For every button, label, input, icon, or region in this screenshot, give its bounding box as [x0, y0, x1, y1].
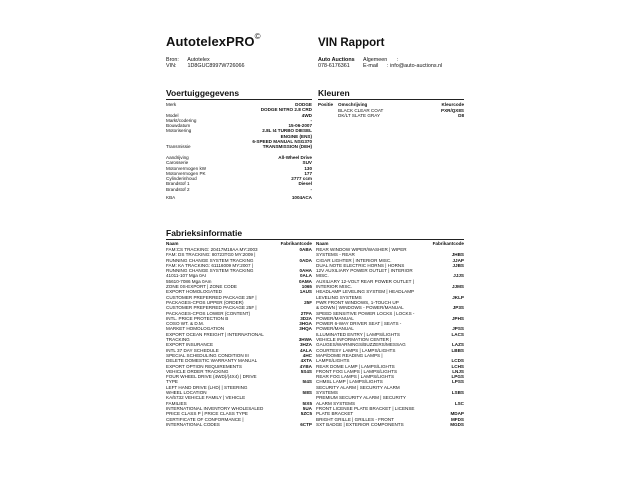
- factory-code: MDAP: [450, 411, 464, 417]
- factory-code: 3HWA: [298, 337, 312, 343]
- source-value: Autotelex: [187, 57, 210, 63]
- factory-right-header: Naam Fabrikantcode: [316, 241, 464, 246]
- factory-code: 4HC: [302, 352, 312, 358]
- factory-code: 4YBA: [299, 363, 312, 369]
- factory-description: VEHICLE INFORMATION CENTER |: [316, 337, 392, 343]
- factory-description: LEVELING SYSTEMS: [316, 294, 362, 300]
- vin-value: 1D8GUC8997W726066: [187, 63, 245, 70]
- factory-code: LBBS: [451, 347, 464, 353]
- factory-description: REAR FOG LAMPS | LAMPS/LIGHTS: [316, 374, 395, 380]
- factory-description: CHMSL LAMP | LAMPS/LIGHTS: [316, 379, 383, 385]
- factory-description: EXPORT OPTION REQUIREMENTS: [166, 363, 242, 369]
- vehicle-row: Motorisering 2.8L I4 TURBO DIESEL ENGINE (ENS): [166, 128, 312, 139]
- copyright-mark: ©: [254, 32, 261, 41]
- factory-row: [316, 268, 464, 279]
- factory-description: EXPORT HOMOLOGATED: [166, 289, 222, 295]
- factory-description: FOUR WHEEL DRIVE (4WD)/(4X4) | DRIVE: [166, 374, 257, 380]
- factory-code: 5I8S: [302, 390, 312, 396]
- factory-description: CUSTOMER PREFERRED PACKAGE 25F |: [166, 305, 257, 311]
- factory-description: MAP/DOME READING LAMPS |: [316, 352, 383, 358]
- factory-description: LEFT HAND DRIVE (LHD) | STEERING: [166, 384, 248, 390]
- factory-description: PRICE CLASS P | PRICE CLASS TYPE: [166, 411, 248, 417]
- factory-description: FAM: KA TRACKING: 61116009 MY:2007 |: [166, 262, 253, 268]
- factory-description: DELETE DOMESTIC WARRANTY MANUAL: [166, 358, 258, 364]
- factory-code: LSC: [454, 400, 464, 406]
- factory-code: JHBS: [451, 252, 464, 258]
- factory-description: REAR DOME LAMP | LAMPS/LIGHTS: [316, 363, 395, 369]
- factory-description: ZONE 0S-EXPORT | ZONE CODE: [166, 284, 237, 290]
- factory-row: [316, 247, 464, 258]
- factory-row: [316, 353, 464, 364]
- color-row: BLACK CLEAR COAT PXR/QX8S: [338, 108, 464, 113]
- factory-row: [316, 321, 464, 332]
- factory-description: LAMPS/LIGHTS: [316, 358, 350, 364]
- factory-description: INTERNATIONAL INVENTORY WHOLESALED: [166, 405, 264, 411]
- factory-description: CUSTOMER PREFERRED PACKAGE 25F |: [166, 294, 257, 300]
- brand-logo: AutotelexPRO©: [166, 32, 261, 49]
- factory-code: 3HQA: [299, 326, 312, 332]
- factory-code: 3HGA: [299, 321, 312, 327]
- vehicle-section-title: Voertuiggegevens: [166, 88, 240, 98]
- factory-description: WHEEL LOCATION: [166, 390, 207, 396]
- factory-code: 0ALA: [300, 273, 312, 279]
- company-info: [318, 57, 355, 69]
- factory-description: ALARM SYSTEMS: [316, 400, 356, 406]
- factory-description: TRACKING: [166, 337, 190, 343]
- factory-description: SECURITY ALARM | SECURITY ALARM: [316, 384, 400, 390]
- vehicle-table: [166, 102, 312, 200]
- factory-description: CIGAR LIGHTER | INTERIOR MISC.: [316, 257, 392, 263]
- factory-description: PACKAGES-CPOS LOWER (CONTENT): [166, 310, 251, 316]
- factory-row: [166, 295, 312, 306]
- vehicle-row: Motorvermogen kW 130: [166, 165, 312, 171]
- factory-description: POWER 6-WAY DRIVER SEAT | SEATS -: [316, 321, 402, 327]
- factory-description: & DOWN | WINDOWS - POWER/MANUAL: [316, 305, 404, 311]
- factory-description: MARKET HOMOLOGATION: [166, 326, 225, 332]
- factory-code: LPGS: [451, 374, 464, 380]
- factory-code: 0ABA: [299, 247, 312, 252]
- factory-code: 4XTA: [300, 358, 312, 364]
- factory-divider: [166, 239, 464, 240]
- vehicle-divider: [166, 99, 312, 100]
- email-value[interactable]: info@auto-auctions.nl: [390, 63, 443, 70]
- factory-description: PACKAGES-CPOS UPPER (ORDER): [166, 299, 244, 305]
- vin-label: VIN:: [166, 63, 177, 70]
- factory-row: [316, 406, 464, 417]
- factory-code: 0AMA: [298, 278, 312, 284]
- factory-description: 41011-107 Mga 0AI: [166, 273, 207, 279]
- factory-description: 55610-7086 Mga 0Am: [166, 278, 212, 284]
- col-colorcode: Kleurcode: [441, 102, 464, 107]
- vehicle-row: Transmissie 6-SPEED MANUAL NSG370 TRANSMISSION (DEH): [166, 139, 312, 150]
- company-phone: 078-6176361: [318, 63, 350, 70]
- factory-description: SPECIAL SCHEDULING CONDITION III: [166, 352, 249, 358]
- factory-section-title: Fabrieksinformatie: [166, 228, 243, 238]
- colors-divider: [318, 99, 464, 100]
- factory-code: 1065: [301, 284, 312, 290]
- factory-code: LPSS: [452, 379, 464, 385]
- factory-description: COURTESY LAMPS | LAMPS/LIGHTS: [316, 347, 396, 353]
- vehicle-row: Brandstof 2 -: [166, 186, 312, 192]
- factory-code: 2TFA: [300, 310, 312, 316]
- factory-code: 3D2A: [300, 315, 312, 321]
- factory-code: JKLP: [452, 294, 464, 300]
- vehicle-row: Bouwdatum 15-06-2007: [166, 123, 312, 129]
- factory-description: SYSTEMS: [316, 390, 338, 396]
- factory-row: [166, 417, 312, 428]
- factory-description: INTERNATIONAL CODES: [166, 421, 220, 427]
- colors-table: [318, 108, 464, 119]
- factory-description: GAUGES/WARNINGS/BUZZERS/MESSAG: [316, 342, 406, 348]
- factory-description: POWER/MANUAL: [316, 326, 354, 332]
- factory-code: JPHS: [451, 315, 464, 321]
- colors-section-title: Kleuren: [318, 88, 350, 98]
- factory-code: 5S4S: [300, 368, 312, 374]
- factory-description: REAR WINDOW WIPER/WASHER | WIPER: [316, 247, 407, 252]
- factory-row: [166, 374, 312, 385]
- factory-description: RUNNING CHANGE SYSTEM TRACKING: [166, 268, 254, 274]
- factory-description: ILLUMINATED ENTRY | LAMPS/LIGHTS: [316, 331, 400, 337]
- factory-row: [166, 395, 312, 406]
- contact-info: Algemeen : E-mail : info@auto-auctions.nl: [363, 57, 443, 70]
- factory-row: [316, 289, 464, 300]
- color-row: DK/LT SLATE GRAY D8: [338, 113, 464, 119]
- factory-code: LACS: [451, 331, 464, 337]
- factory-row: [316, 395, 464, 406]
- factory-code: LCHS: [451, 363, 464, 369]
- factory-description: SYSTEMS - REAR: [316, 252, 355, 258]
- factory-row: [166, 385, 312, 396]
- factory-code: 5UA: [302, 405, 312, 411]
- factory-code: LCDS: [451, 358, 464, 364]
- factory-description: AUXILIARY 12-VOLT REAR POWER OUTLET |: [316, 278, 414, 284]
- factory-description: INTERIOR MISC.: [316, 284, 352, 290]
- factory-code: 6CTP: [300, 421, 312, 427]
- vehicle-row: Carosserie SUV: [166, 160, 312, 166]
- factory-description: FAM: DS TRACKING: 80723TG0 MY:2009 |: [166, 252, 256, 258]
- factory-code: JJMS: [451, 284, 464, 290]
- factory-code: 0ADA: [299, 257, 312, 263]
- factory-row: [166, 252, 312, 263]
- factory-row: [316, 311, 464, 322]
- factory-code: 1AUS: [299, 289, 312, 295]
- factory-row: [316, 279, 464, 290]
- factory-description: PLATE BRACKET: [316, 411, 354, 417]
- factory-code: LAZS: [452, 342, 464, 348]
- factory-code: 5ZC5: [300, 411, 312, 417]
- vehicle-row: Markt/codering -: [166, 117, 312, 123]
- factory-description: RUNNING CHANGE SYSTEM TRACKING: [166, 257, 254, 263]
- factory-code: MGDS: [450, 421, 464, 427]
- factory-description: BRIGHT GRILLE | GRILLES - FRONT: [316, 416, 394, 422]
- factory-row: [166, 263, 312, 274]
- vehicle-row: Model DODGE NITRO 2.8 CRD 4WD: [166, 107, 312, 118]
- source-label: Bron:: [166, 57, 179, 63]
- factory-description: TYPE: [166, 379, 178, 385]
- factory-description: FRONT FOG LAMPS | LAMPS/LIGHTS: [316, 368, 398, 374]
- factory-description: KA/5732 VEHICLE FAMILY | VEHICLE: [166, 395, 246, 401]
- factory-code: MFDS: [450, 416, 464, 422]
- factory-description: FAMILIES: [166, 400, 187, 406]
- factory-row: [316, 337, 464, 348]
- factory-left-header: Naam Fabrikantcode: [166, 241, 312, 246]
- factory-row: [316, 422, 464, 427]
- factory-description: EXPORT INSURANCE: [166, 342, 214, 348]
- col-position: Positie: [318, 102, 334, 107]
- factory-description: PREMIUM SECURITY ALARM | SECURITY: [316, 395, 406, 401]
- vehicle-row: Merk DODGE: [166, 102, 312, 107]
- factory-left-table: [166, 241, 312, 427]
- factory-description: COSO WT. & D.M.: [166, 321, 205, 327]
- factory-description: PWR FRONT WINDOWS, 1-TOUCH UP: [316, 299, 399, 305]
- factory-description: HEADLAMP LEVELING SYSTEM | HEADLAMP: [316, 289, 415, 295]
- factory-description: EXPORT OCEAN FREIGHT | INTERNATIONAL: [166, 331, 264, 337]
- factory-description: FRONT LICENSE PLATE BRACKET | LICENSE: [316, 405, 415, 411]
- factory-code: LSBS: [451, 390, 464, 396]
- factory-description: MISC.: [316, 273, 329, 279]
- factory-code: 4ALA: [300, 347, 312, 353]
- col-description: Omschrijving: [338, 102, 368, 107]
- factory-description: INTL. PRICE PROTECTION B: [166, 315, 229, 321]
- factory-code: JJBS: [452, 262, 464, 268]
- factory-description: SXT BADGE | EXTERIOR COMPONENTS: [316, 421, 404, 427]
- factory-code: JPSS: [452, 326, 464, 332]
- email-label: E-mail: [363, 63, 379, 70]
- vehicle-row: Aandrijving All-Wheel Drive: [166, 154, 312, 160]
- factory-code: 25F: [304, 299, 312, 305]
- vehicle-row: Motorvermogen PK 177: [166, 170, 312, 176]
- vehicle-row: Brandstof 1 Diesel: [166, 181, 312, 187]
- factory-description: POWER/MANUAL: [316, 315, 354, 321]
- factory-description: CERTIFICATE OF CONFORMANCE |: [166, 416, 244, 422]
- page-title: VIN Rapport: [318, 37, 385, 49]
- factory-description: VEHICLE ORDER TRACKING: [166, 368, 229, 374]
- factory-row: [166, 305, 312, 316]
- factory-row: [316, 385, 464, 396]
- company-name: Auto Auctions: [318, 57, 355, 63]
- factory-code: JJJS: [453, 273, 464, 279]
- factory-description: 12V AUXILIARY POWER OUTLET | INTERIOR: [316, 268, 413, 274]
- factory-code: JP3S: [452, 305, 464, 311]
- factory-description: SPEED SENSITIVE POWER LOCKS | LOCKS -: [316, 310, 415, 316]
- factory-description: FAM:CS TRACKING: 20417M18AA MY:2003: [166, 247, 258, 252]
- factory-code: 0AHA: [299, 268, 312, 274]
- factory-row: [166, 332, 312, 343]
- factory-code: 3HZA: [300, 342, 312, 348]
- vehicle-row: KBA 1004ACA: [166, 195, 312, 201]
- factory-row: [316, 300, 464, 311]
- factory-code: LNJS: [452, 368, 464, 374]
- factory-code: 5I4S: [302, 379, 312, 385]
- factory-right-table: [316, 241, 464, 427]
- factory-description: DUAL NOTE ELECTRIC HORNS | HORNS: [316, 262, 405, 268]
- factory-code: 5IX5: [302, 400, 312, 406]
- vehicle-row: Cylinderinhoud 2777 ccm: [166, 176, 312, 182]
- factory-description: INTL 37 DAY SCHEDULE: [166, 347, 219, 353]
- general-label: Algemeen: [363, 57, 388, 63]
- factory-code: JJAP: [452, 257, 464, 263]
- source-info: [166, 57, 244, 69]
